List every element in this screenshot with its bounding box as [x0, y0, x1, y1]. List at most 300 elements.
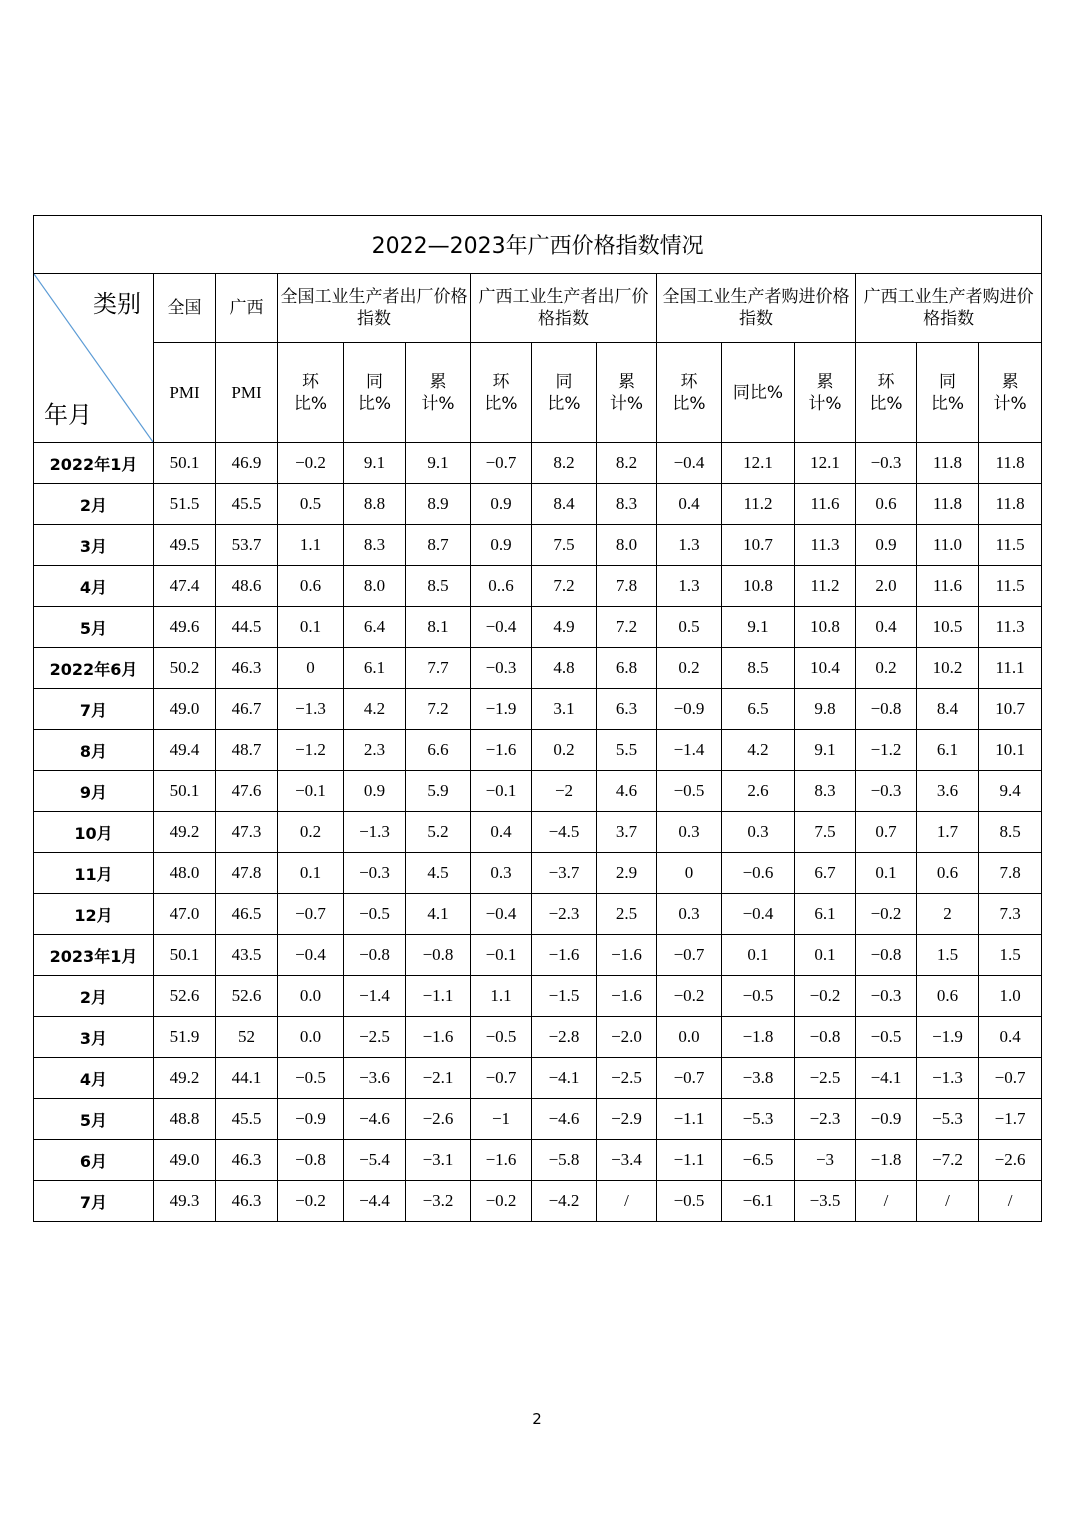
value-cell: 4.2	[722, 730, 795, 771]
value-cell: 0.2	[278, 812, 344, 853]
value-cell: 3.6	[917, 771, 979, 812]
table-row	[34, 443, 1042, 484]
value-cell: 48.7	[216, 730, 278, 771]
value-cell: 47.8	[216, 853, 278, 894]
value-cell: 7.5	[795, 812, 856, 853]
value-cell: 7.2	[597, 607, 657, 648]
value-cell: 45.5	[216, 1099, 278, 1140]
value-cell: −0.7	[471, 1058, 532, 1099]
value-cell: −0.3	[856, 443, 917, 484]
value-cell: 11.8	[979, 484, 1042, 525]
sub-header-yoy: 同比%	[917, 343, 979, 443]
sub-header-cum: 累计%	[979, 343, 1042, 443]
value-cell: 47.4	[154, 566, 216, 607]
value-cell: −0.1	[471, 935, 532, 976]
value-cell: 2.9	[597, 853, 657, 894]
value-cell: 0.2	[856, 648, 917, 689]
value-cell: 11.3	[979, 607, 1042, 648]
month-cell: 2022年6月	[34, 648, 154, 689]
value-cell: 2.5	[597, 894, 657, 935]
table-row	[34, 1017, 1042, 1058]
value-cell: 53.7	[216, 525, 278, 566]
value-cell: 11.8	[979, 443, 1042, 484]
value-cell: 49.0	[154, 689, 216, 730]
value-cell: −2.6	[406, 1099, 471, 1140]
guangxi-pmi-header: PMI	[216, 343, 278, 443]
value-cell: 5.5	[597, 730, 657, 771]
value-cell: −4.1	[532, 1058, 597, 1099]
value-cell: −1.3	[278, 689, 344, 730]
value-cell: 9.1	[795, 730, 856, 771]
value-cell: 9.4	[979, 771, 1042, 812]
value-cell: −2.9	[597, 1099, 657, 1140]
value-cell: −1.2	[856, 730, 917, 771]
value-cell: −4.6	[344, 1099, 406, 1140]
value-cell: 5.2	[406, 812, 471, 853]
table-row	[34, 484, 1042, 525]
value-cell: −1.3	[917, 1058, 979, 1099]
month-cell: 2月	[34, 484, 154, 525]
value-cell: −1.6	[471, 1140, 532, 1181]
value-cell: 0.1	[856, 853, 917, 894]
value-cell: 3.1	[532, 689, 597, 730]
value-cell: 8.9	[406, 484, 471, 525]
table-row	[34, 648, 1042, 689]
group-header-national-ppi-out: 全国工业生产者出厂价格指数	[278, 274, 471, 343]
value-cell: −0.4	[471, 894, 532, 935]
value-cell: 9.1	[344, 443, 406, 484]
page-number: 2	[532, 1410, 542, 1428]
value-cell: −0.9	[278, 1099, 344, 1140]
value-cell: 8.2	[597, 443, 657, 484]
year-month-label: 年月	[44, 401, 92, 429]
value-cell: 0.2	[657, 648, 722, 689]
table-row	[34, 976, 1042, 1017]
value-cell: 45.5	[216, 484, 278, 525]
value-cell: 10.2	[917, 648, 979, 689]
value-cell: −0.8	[344, 935, 406, 976]
month-cell: 4月	[34, 1058, 154, 1099]
sub-header-cum: 累计%	[795, 343, 856, 443]
value-cell: 52	[216, 1017, 278, 1058]
value-cell: 49.2	[154, 812, 216, 853]
value-cell: −1.4	[657, 730, 722, 771]
value-cell: −5.8	[532, 1140, 597, 1181]
value-cell: 7.5	[532, 525, 597, 566]
value-cell: 9.1	[406, 443, 471, 484]
value-cell: −0.5	[856, 1017, 917, 1058]
value-cell: 7.3	[979, 894, 1042, 935]
value-cell: 46.7	[216, 689, 278, 730]
value-cell: 4.9	[532, 607, 597, 648]
value-cell: 4.2	[344, 689, 406, 730]
value-cell: 11.5	[979, 525, 1042, 566]
value-cell: 2.3	[344, 730, 406, 771]
table-row	[34, 812, 1042, 853]
value-cell: 11.2	[795, 566, 856, 607]
sub-header-mom: 环比%	[278, 343, 344, 443]
month-cell: 5月	[34, 1099, 154, 1140]
value-cell: −2.3	[532, 894, 597, 935]
value-cell: 0.2	[532, 730, 597, 771]
value-cell: 8.5	[979, 812, 1042, 853]
table-row	[34, 771, 1042, 812]
value-cell: 8.1	[406, 607, 471, 648]
value-cell: −2.1	[406, 1058, 471, 1099]
price-index-table	[33, 215, 1042, 1222]
value-cell: −1.6	[597, 935, 657, 976]
value-cell: 8.0	[344, 566, 406, 607]
value-cell: −3.6	[344, 1058, 406, 1099]
value-cell: 0.6	[917, 853, 979, 894]
value-cell: −1.1	[406, 976, 471, 1017]
value-cell: −1.8	[856, 1140, 917, 1181]
value-cell: −0.2	[795, 976, 856, 1017]
table-row	[34, 853, 1042, 894]
month-cell: 8月	[34, 730, 154, 771]
group-header-national-ppi-in: 全国工业生产者购进价格指数	[657, 274, 856, 343]
value-cell: 11.6	[795, 484, 856, 525]
value-cell: 7.2	[532, 566, 597, 607]
value-cell: −1.2	[278, 730, 344, 771]
sub-header-yoy: 同比%	[344, 343, 406, 443]
value-cell: −3.8	[722, 1058, 795, 1099]
value-cell: 49.2	[154, 1058, 216, 1099]
value-cell: 47.3	[216, 812, 278, 853]
month-cell: 7月	[34, 689, 154, 730]
sub-header-cum: 累计%	[597, 343, 657, 443]
table-row	[34, 935, 1042, 976]
value-cell: 9.1	[722, 607, 795, 648]
value-cell: 8.2	[532, 443, 597, 484]
value-cell: 6.1	[344, 648, 406, 689]
value-cell: 2	[917, 894, 979, 935]
value-cell: −0.3	[856, 976, 917, 1017]
value-cell: 0.3	[657, 812, 722, 853]
value-cell: 4.6	[597, 771, 657, 812]
value-cell: −0.2	[278, 1181, 344, 1222]
value-cell: −0.8	[406, 935, 471, 976]
value-cell: 0.6	[917, 976, 979, 1017]
value-cell: −1.4	[344, 976, 406, 1017]
value-cell: −2.8	[532, 1017, 597, 1058]
value-cell: −2.5	[795, 1058, 856, 1099]
value-cell: −0.7	[471, 443, 532, 484]
value-cell: −5.3	[917, 1099, 979, 1140]
table-row	[34, 1181, 1042, 1222]
value-cell: −0.7	[657, 935, 722, 976]
value-cell: −0.5	[657, 771, 722, 812]
value-cell: 49.0	[154, 1140, 216, 1181]
value-cell: 46.3	[216, 1140, 278, 1181]
value-cell: −2.3	[795, 1099, 856, 1140]
value-cell: 10.7	[979, 689, 1042, 730]
sub-header-cum: 累计%	[406, 343, 471, 443]
value-cell: 0.1	[278, 853, 344, 894]
table-row	[34, 689, 1042, 730]
value-cell: −0.8	[856, 689, 917, 730]
value-cell: 50.1	[154, 935, 216, 976]
value-cell: 7.7	[406, 648, 471, 689]
value-cell: −0.3	[856, 771, 917, 812]
value-cell: 11.2	[722, 484, 795, 525]
value-cell: 0.6	[856, 484, 917, 525]
value-cell: 6.5	[722, 689, 795, 730]
value-cell: −0.8	[795, 1017, 856, 1058]
value-cell: 5.9	[406, 771, 471, 812]
value-cell: 11.1	[979, 648, 1042, 689]
value-cell: 8.4	[532, 484, 597, 525]
value-cell: 0.9	[471, 525, 532, 566]
value-cell: 0.9	[344, 771, 406, 812]
value-cell: −0.4	[278, 935, 344, 976]
value-cell: 8.5	[722, 648, 795, 689]
value-cell: 43.5	[216, 935, 278, 976]
value-cell: 8.0	[597, 525, 657, 566]
value-cell: 1.5	[979, 935, 1042, 976]
month-cell: 2月	[34, 976, 154, 1017]
value-cell: 49.6	[154, 607, 216, 648]
value-cell: 46.5	[216, 894, 278, 935]
value-cell: 0.5	[278, 484, 344, 525]
value-cell: 6.7	[795, 853, 856, 894]
value-cell: −1.8	[722, 1017, 795, 1058]
value-cell: 48.0	[154, 853, 216, 894]
value-cell: −5.3	[722, 1099, 795, 1140]
value-cell: −0.2	[278, 443, 344, 484]
value-cell: 0.1	[722, 935, 795, 976]
value-cell: 8.3	[795, 771, 856, 812]
value-cell: −0.7	[657, 1058, 722, 1099]
value-cell: 48.6	[216, 566, 278, 607]
value-cell: 1.7	[917, 812, 979, 853]
value-cell: −0.8	[278, 1140, 344, 1181]
value-cell: −6.5	[722, 1140, 795, 1181]
value-cell: 8.3	[344, 525, 406, 566]
value-cell: 10.8	[795, 607, 856, 648]
month-cell: 7月	[34, 1181, 154, 1222]
guangxi-header: 广西	[216, 274, 278, 343]
value-cell: 46.3	[216, 648, 278, 689]
sub-header-yoy: 同比%	[722, 343, 795, 443]
value-cell: 47.6	[216, 771, 278, 812]
value-cell: 10.1	[979, 730, 1042, 771]
value-cell: −0.2	[471, 1181, 532, 1222]
value-cell: −0.5	[657, 1181, 722, 1222]
value-cell: −0.4	[657, 443, 722, 484]
value-cell: −3.4	[597, 1140, 657, 1181]
value-cell: 6.3	[597, 689, 657, 730]
value-cell: −4.5	[532, 812, 597, 853]
group-header-guangxi-ppi-out: 广西工业生产者出厂价格指数	[471, 274, 657, 343]
value-cell: 8.7	[406, 525, 471, 566]
value-cell: −1.6	[597, 976, 657, 1017]
value-cell: 50.1	[154, 771, 216, 812]
value-cell: −0.2	[856, 894, 917, 935]
value-cell: 2.6	[722, 771, 795, 812]
value-cell: −2.0	[597, 1017, 657, 1058]
month-cell: 3月	[34, 1017, 154, 1058]
value-cell: 7.8	[979, 853, 1042, 894]
month-cell: 9月	[34, 771, 154, 812]
value-cell: 0.1	[278, 607, 344, 648]
value-cell: −0.3	[471, 648, 532, 689]
value-cell: 1.5	[917, 935, 979, 976]
value-cell: 1.1	[278, 525, 344, 566]
value-cell: −0.5	[471, 1017, 532, 1058]
value-cell: −1.6	[406, 1017, 471, 1058]
value-cell: 1.1	[471, 976, 532, 1017]
value-cell: 0.7	[856, 812, 917, 853]
value-cell: −1.1	[657, 1099, 722, 1140]
value-cell: −2.5	[597, 1058, 657, 1099]
group-header-guangxi-ppi-in: 广西工业生产者购进价格指数	[856, 274, 1042, 343]
value-cell: 52.6	[216, 976, 278, 1017]
value-cell: −2.5	[344, 1017, 406, 1058]
value-cell: 0.1	[795, 935, 856, 976]
value-cell: 0.3	[657, 894, 722, 935]
value-cell: −5.4	[344, 1140, 406, 1181]
value-cell: 0..6	[471, 566, 532, 607]
table-title: 2022—2023年广西价格指数情况	[34, 216, 1042, 274]
value-cell: 6.8	[597, 648, 657, 689]
value-cell: 0	[657, 853, 722, 894]
value-cell: /	[597, 1181, 657, 1222]
value-cell: −0.7	[979, 1058, 1042, 1099]
value-cell: 0.0	[278, 1017, 344, 1058]
value-cell: 8.4	[917, 689, 979, 730]
value-cell: −1.9	[471, 689, 532, 730]
value-cell: 44.1	[216, 1058, 278, 1099]
value-cell: −1.7	[979, 1099, 1042, 1140]
value-cell: 11.3	[795, 525, 856, 566]
value-cell: 8.5	[406, 566, 471, 607]
value-cell: 0	[278, 648, 344, 689]
value-cell: 0.0	[657, 1017, 722, 1058]
value-cell: 10.8	[722, 566, 795, 607]
value-cell: 11.6	[917, 566, 979, 607]
value-cell: 10.7	[722, 525, 795, 566]
month-cell: 5月	[34, 607, 154, 648]
value-cell: 11.5	[979, 566, 1042, 607]
value-cell: 0.9	[856, 525, 917, 566]
value-cell: 46.3	[216, 1181, 278, 1222]
value-cell: 3.7	[597, 812, 657, 853]
value-cell: −0.5	[722, 976, 795, 1017]
corner-header	[34, 274, 154, 443]
value-cell: −4.4	[344, 1181, 406, 1222]
table-row	[34, 566, 1042, 607]
value-cell: −0.4	[722, 894, 795, 935]
table-row	[34, 894, 1042, 935]
value-cell: −6.1	[722, 1181, 795, 1222]
value-cell: −0.1	[471, 771, 532, 812]
value-cell: −3.5	[795, 1181, 856, 1222]
table-row	[34, 1058, 1042, 1099]
month-cell: 4月	[34, 566, 154, 607]
sub-header-mom: 环比%	[471, 343, 532, 443]
value-cell: 0.6	[278, 566, 344, 607]
month-cell: 2022年1月	[34, 443, 154, 484]
value-cell: 6.4	[344, 607, 406, 648]
value-cell: −0.7	[278, 894, 344, 935]
table-row	[34, 607, 1042, 648]
value-cell: 1.0	[979, 976, 1042, 1017]
value-cell: −3	[795, 1140, 856, 1181]
value-cell: −1.3	[344, 812, 406, 853]
value-cell: 46.9	[216, 443, 278, 484]
value-cell: −0.9	[856, 1099, 917, 1140]
value-cell: 49.3	[154, 1181, 216, 1222]
value-cell: −0.9	[657, 689, 722, 730]
value-cell: 44.5	[216, 607, 278, 648]
value-cell: 4.1	[406, 894, 471, 935]
month-cell: 11月	[34, 853, 154, 894]
value-cell: 0.4	[657, 484, 722, 525]
value-cell: 50.2	[154, 648, 216, 689]
value-cell: 0.4	[856, 607, 917, 648]
value-cell: 4.5	[406, 853, 471, 894]
value-cell: 0.3	[722, 812, 795, 853]
value-cell: −0.2	[657, 976, 722, 1017]
value-cell: −4.6	[532, 1099, 597, 1140]
category-label: 类别	[93, 290, 141, 318]
table-row	[34, 1099, 1042, 1140]
value-cell: 50.1	[154, 443, 216, 484]
value-cell: 7.8	[597, 566, 657, 607]
value-cell: −3.2	[406, 1181, 471, 1222]
value-cell: −0.5	[278, 1058, 344, 1099]
month-cell: 10月	[34, 812, 154, 853]
value-cell: 12.1	[722, 443, 795, 484]
value-cell: 49.5	[154, 525, 216, 566]
value-cell: −4.1	[856, 1058, 917, 1099]
value-cell: −1	[471, 1099, 532, 1140]
value-cell: 11.8	[917, 484, 979, 525]
value-cell: −1.5	[532, 976, 597, 1017]
value-cell: −0.4	[471, 607, 532, 648]
value-cell: 6.6	[406, 730, 471, 771]
value-cell: 47.0	[154, 894, 216, 935]
value-cell: 51.5	[154, 484, 216, 525]
value-cell: 51.9	[154, 1017, 216, 1058]
value-cell: 11.8	[917, 443, 979, 484]
value-cell: −0.1	[278, 771, 344, 812]
national-pmi-header: PMI	[154, 343, 216, 443]
month-cell: 3月	[34, 525, 154, 566]
value-cell: /	[979, 1181, 1042, 1222]
value-cell: −3.1	[406, 1140, 471, 1181]
national-header: 全国	[154, 274, 216, 343]
table-row	[34, 525, 1042, 566]
value-cell: −1.6	[532, 935, 597, 976]
value-cell: −1.6	[471, 730, 532, 771]
table-row	[34, 730, 1042, 771]
value-cell: −0.6	[722, 853, 795, 894]
value-cell: 7.2	[406, 689, 471, 730]
month-cell: 2023年1月	[34, 935, 154, 976]
value-cell: 0.0	[278, 976, 344, 1017]
value-cell: −0.3	[344, 853, 406, 894]
value-cell: 12.1	[795, 443, 856, 484]
month-cell: 12月	[34, 894, 154, 935]
sub-header-yoy: 同比%	[532, 343, 597, 443]
value-cell: /	[856, 1181, 917, 1222]
value-cell: 2.0	[856, 566, 917, 607]
value-cell: 6.1	[795, 894, 856, 935]
value-cell: 9.8	[795, 689, 856, 730]
value-cell: 10.5	[917, 607, 979, 648]
